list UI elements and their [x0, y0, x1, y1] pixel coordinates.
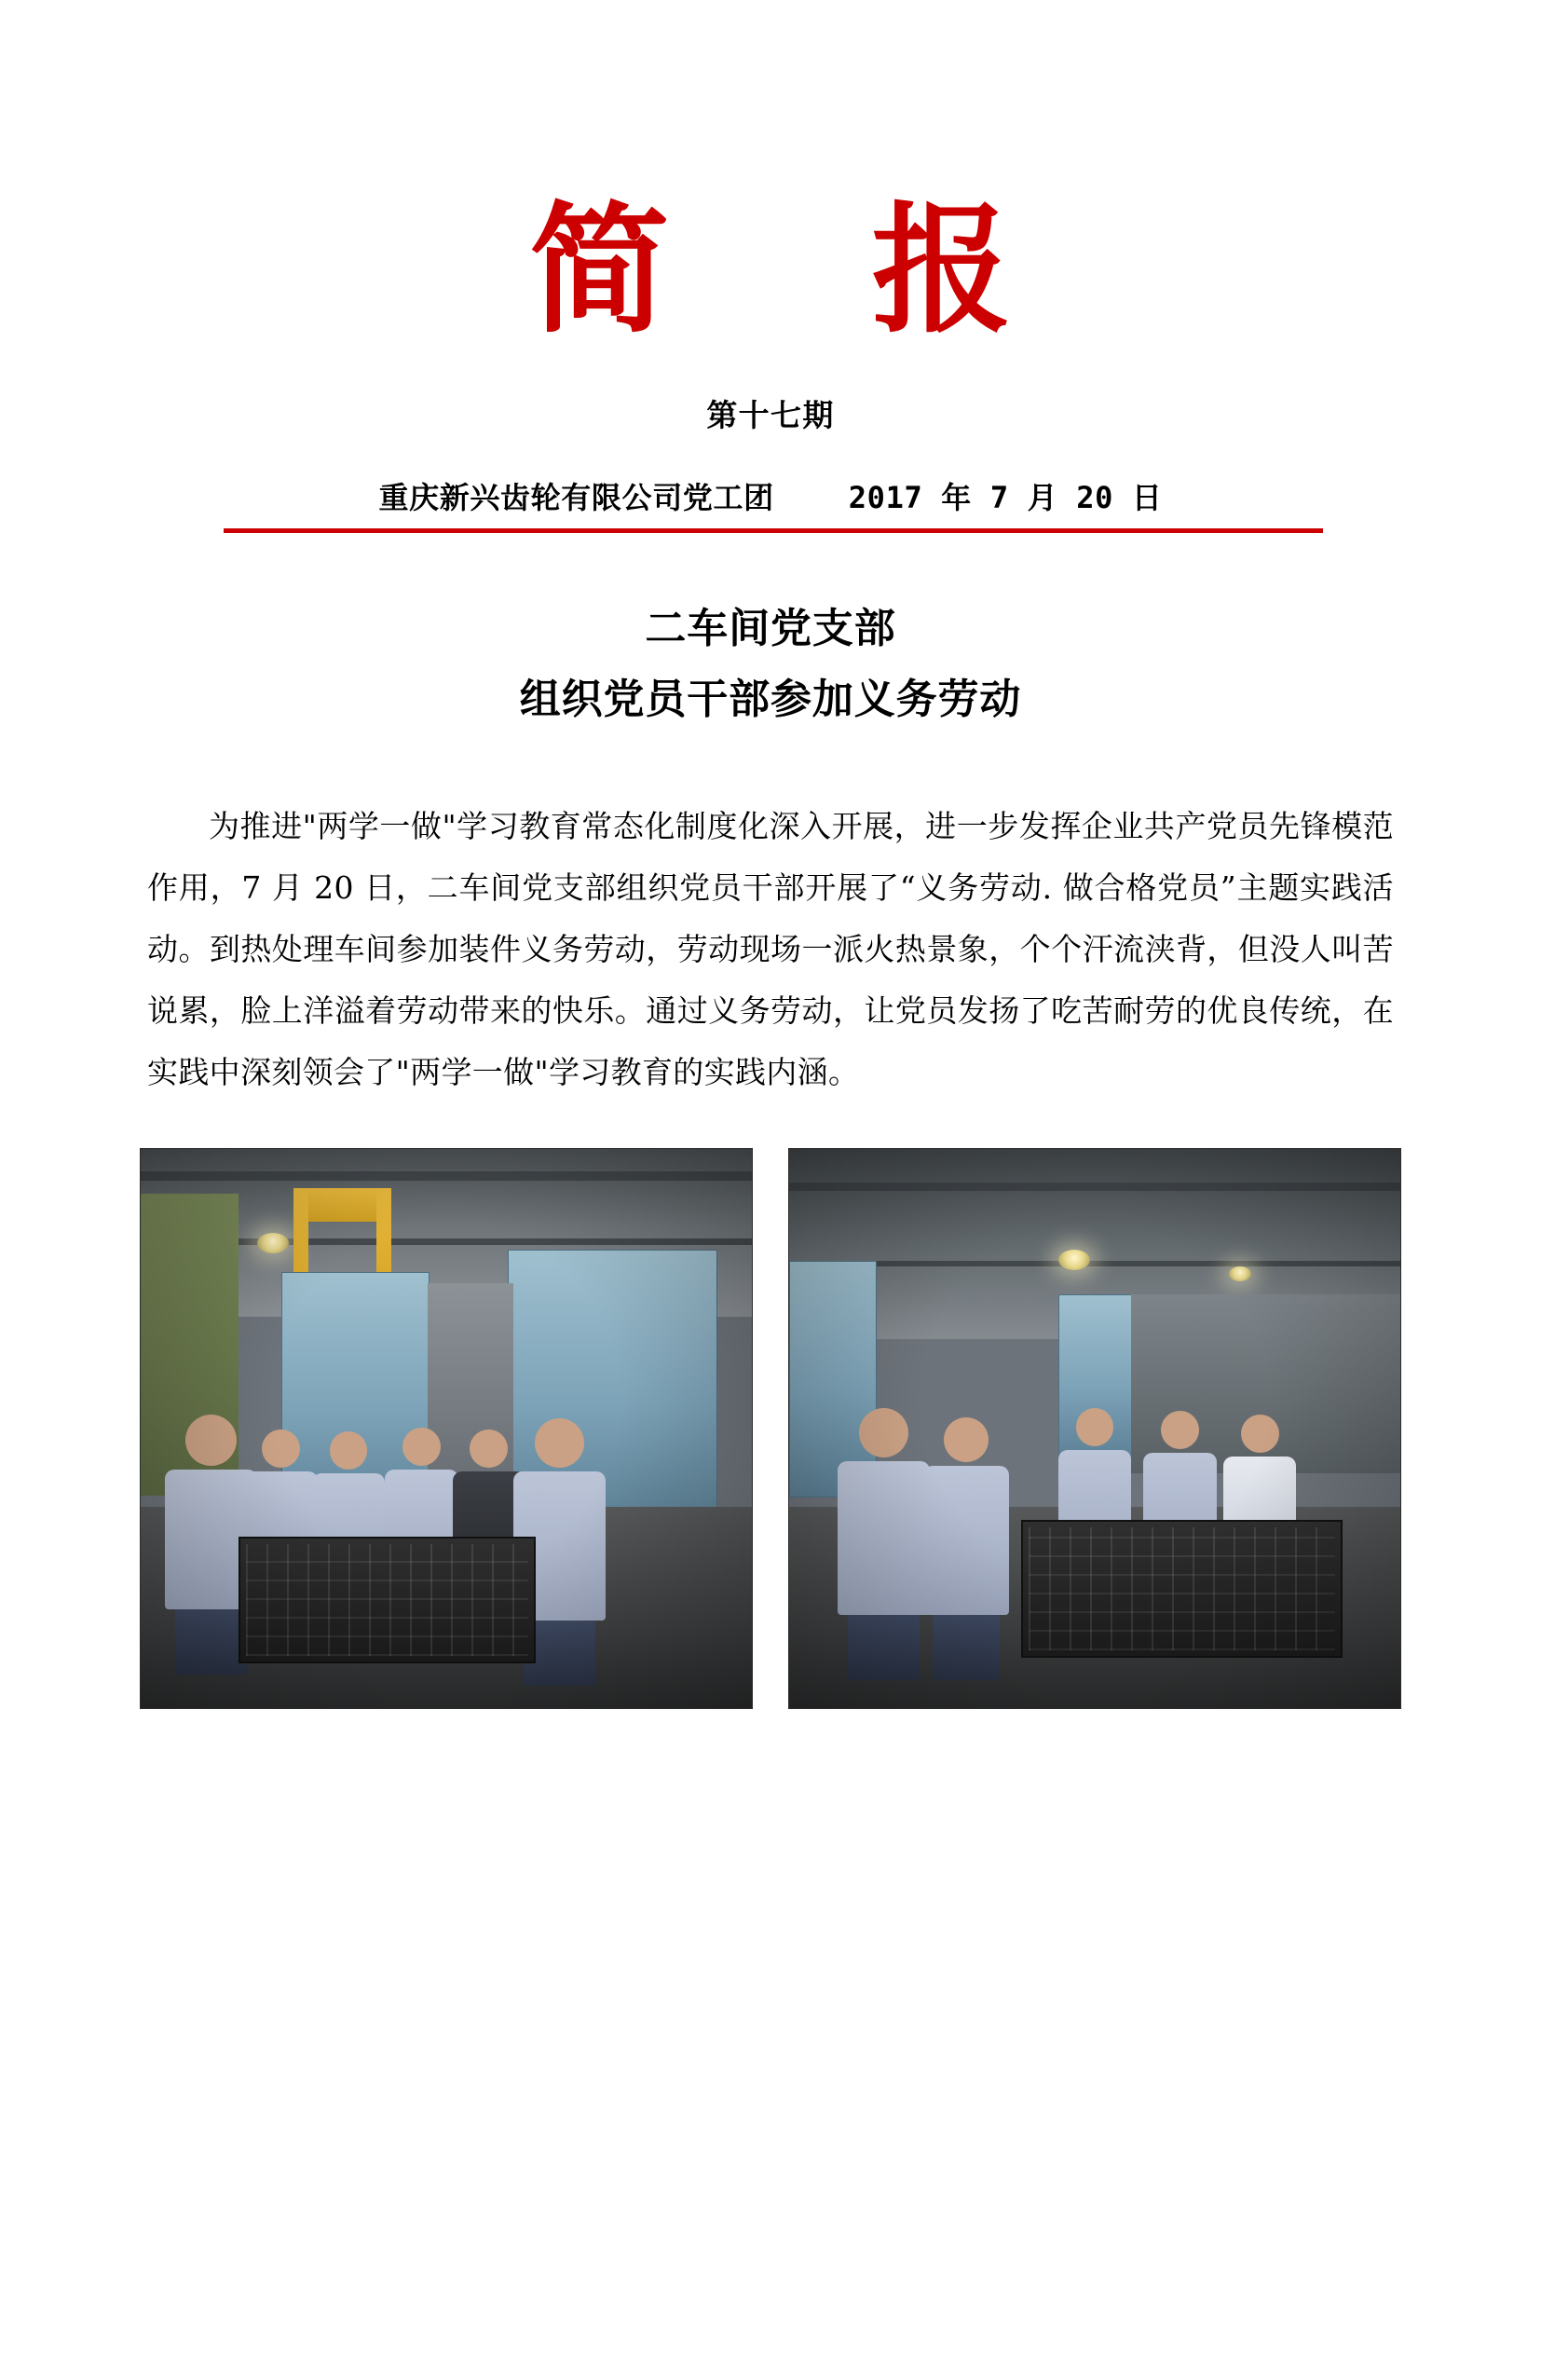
red-divider-rule — [224, 528, 1323, 533]
photo-workshop-right — [788, 1148, 1401, 1709]
header-line — [140, 474, 1401, 517]
article-title-line2: 组织党员干部参加义务劳动 — [519, 676, 1022, 723]
photo-vignette — [141, 1149, 752, 1708]
photo-right-scene — [789, 1149, 1400, 1708]
photo-workshop-left — [140, 1148, 753, 1709]
photo-vignette — [789, 1149, 1400, 1708]
article-body: 为推进"两学一做"学习教育常态化制度化深入开展，进一步发挥企业共产党员先锋模范作用，7 月 20 日，二车间党支部组织党员干部开展了“义务劳动. 做合格党员”主题实践活动。到热处理车间参加装件义务劳动，劳动现场一派火热景象，个个汗流浃背，但没人叫苦说累，脸上洋溢着劳动带来的快乐。通过义务劳动，让党员发扬了吃苦耐劳的优良传统，在实践中深刻领会了"两学一做"学习教育的实践内涵。 — [147, 808, 1394, 1090]
issue-number: 第十七期 — [706, 397, 835, 433]
photo-left-scene — [141, 1149, 752, 1708]
document-page — [0, 188, 1541, 2380]
masthead-title: 简 报 — [529, 188, 1089, 352]
article-title — [140, 598, 1401, 731]
issue-date: 2017 年 7 月 20 日 — [848, 480, 1163, 515]
article-title-line1: 二车间党支部 — [645, 605, 896, 652]
photo-gallery — [140, 1148, 1401, 1709]
organization-name: 重庆新兴齿轮有限公司党工团 — [378, 480, 774, 515]
